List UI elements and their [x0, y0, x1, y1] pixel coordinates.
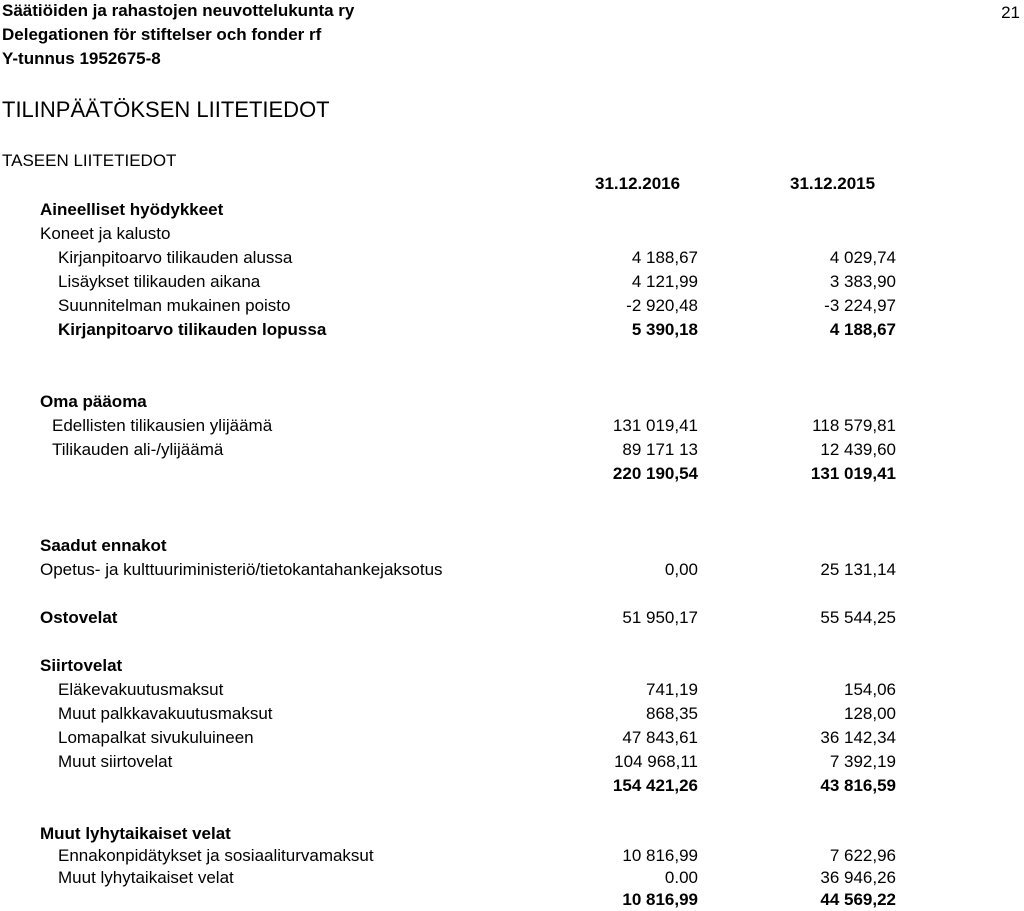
value-2015: 7 392,19 — [829, 752, 896, 771]
value-2016: 154 421,26 — [612, 776, 698, 795]
row-label: Edellisten tilikausien ylijäämä — [52, 416, 273, 435]
value-2016: 5 390,18 — [631, 320, 698, 339]
business-id: Y-tunnus 1952675-8 — [2, 49, 161, 68]
value-2016: 10 816,99 — [622, 846, 698, 865]
row-label: Muut lyhytaikaiset velat — [58, 868, 234, 887]
value-2016: 868,35 — [646, 704, 698, 723]
value-2016: 104 968,11 — [614, 752, 698, 771]
value-2015: 43 816,59 — [820, 776, 896, 795]
value-2015: 36 142,34 — [820, 728, 896, 747]
value-2015: 44 569,22 — [820, 890, 896, 909]
column-header-2016: 31.12.2016 — [595, 174, 681, 193]
row-label: Kirjanpitoarvo tilikauden lopussa — [58, 320, 327, 339]
value-2015: 128,00 — [844, 704, 896, 723]
org-name-fi: Säätiöiden ja rahastojen neuvottelukunta ry — [2, 1, 355, 20]
value-2016: 4 188,67 — [631, 248, 698, 267]
value-2016: 0.00 — [664, 868, 698, 887]
row-label: Muut siirtovelat — [58, 752, 173, 771]
column-header-2015: 31.12.2015 — [790, 174, 876, 193]
row-label: Oma pääoma — [40, 392, 147, 411]
row-label: Koneet ja kalusto — [40, 224, 171, 243]
value-2015: -3 224,97 — [824, 296, 896, 315]
value-2016: 741,19 — [646, 680, 698, 699]
row-label: Siirtovelat — [40, 656, 123, 675]
section-title: TASEEN LIITETIEDOT — [2, 151, 177, 170]
value-2016: 131 019,41 — [612, 416, 698, 435]
row-label: Tilikauden ali-/ylijäämä — [52, 440, 224, 459]
value-2015: 55 544,25 — [820, 608, 896, 627]
row-label: Muut palkkavakuutusmaksut — [58, 704, 273, 723]
org-name-sv: Delegationen för stiftelser och fonder rf — [2, 25, 322, 44]
row-label: Kirjanpitoarvo tilikauden alussa — [58, 248, 293, 267]
row-label: Suunnitelman mukainen poisto — [58, 296, 291, 315]
value-2015: 3 383,90 — [829, 272, 896, 291]
value-2016: 0,00 — [664, 560, 698, 579]
value-2016: 47 843,61 — [622, 728, 698, 747]
row-label: Eläkevakuutusmaksut — [58, 680, 224, 699]
page-number: 21 — [1001, 3, 1020, 22]
value-2016: 51 950,17 — [622, 608, 698, 627]
value-2016: -2 920,48 — [626, 296, 698, 315]
row-label: Saadut ennakot — [40, 536, 167, 555]
value-2015: 4 188,67 — [829, 320, 896, 339]
value-2015: 4 029,74 — [829, 248, 896, 267]
value-2015: 118 579,81 — [812, 416, 896, 435]
value-2015: 25 131,14 — [820, 560, 896, 579]
value-2016: 220 190,54 — [612, 464, 698, 483]
row-label: Opetus- ja kulttuuriministeriö/tietokantahankejaksotus — [40, 560, 443, 579]
value-2015: 154,06 — [844, 680, 896, 699]
value-2016: 4 121,99 — [631, 272, 698, 291]
value-2015: 36 946,26 — [820, 868, 896, 887]
row-label: Muut lyhytaikaiset velat — [40, 824, 231, 843]
value-2015: 131 019,41 — [810, 464, 896, 483]
value-2016: 89 171 13 — [622, 440, 698, 459]
row-label: Ennakonpidätykset ja sosiaaliturvamaksut — [58, 846, 374, 865]
document-title: TILINPÄÄTÖKSEN LIITETIEDOT — [2, 97, 330, 122]
row-label: Lisäykset tilikauden aikana — [58, 272, 261, 291]
value-2015: 12 439,60 — [820, 440, 896, 459]
value-2015: 7 622,96 — [829, 846, 896, 865]
row-label: Lomapalkat sivukuluineen — [58, 728, 254, 747]
value-2016: 10 816,99 — [622, 890, 698, 909]
row-label: Ostovelat — [40, 608, 118, 627]
row-label: Aineelliset hyödykkeet — [40, 200, 224, 219]
